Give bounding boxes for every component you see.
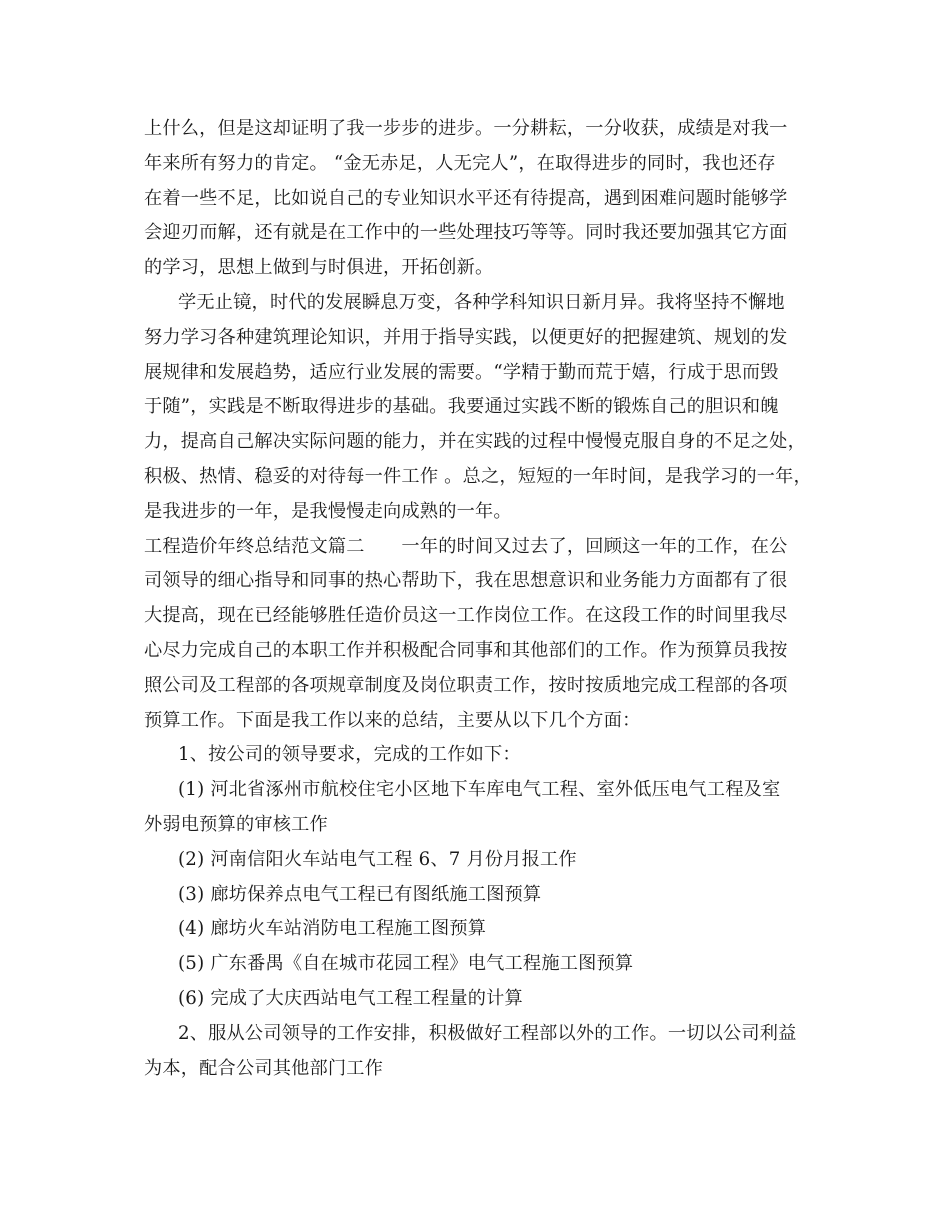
text-line: 努力学习各种建筑理论知识，并用于指导实践，以便更好的把握建筑、规划的发: [144, 326, 788, 348]
list-item-line: (5) 广东番禺《自在城市花园工程》电气工程施工图预算: [178, 953, 634, 975]
text-line: 上什么，但是这却证明了我一步步的进步。一分耕耘，一分收获，成绩是对我一: [144, 118, 788, 139]
text-line: 于随”，实践是不断取得进步的基础。我要通过实践不断的锻炼自己的胆识和魄: [144, 396, 779, 418]
list-item-line: (6) 完成了大庆西站电气工程工程量的计算: [178, 987, 523, 1009]
list-item-line: (4) 廊坊火车站消防电工程施工图预算: [178, 918, 487, 940]
text-line: 的学习，思想上做到与时俱进，开拓创新。: [144, 257, 494, 279]
section-heading-line: 工程造价年终总结范文篇二 一年的时间又过去了，回顾这一年的工作，在公: [144, 535, 788, 557]
paragraph-start-line: 学无止镜，时代的发展瞬息万变，各种学科知识日新月异。我将坚持不懈地: [178, 291, 785, 313]
list-item-line: (1) 河北省涿州市航校住宅小区地下车库电气工程、室外低压电气工程及室: [178, 779, 781, 801]
text-line: 预算工作。下面是我工作以来的总结，主要从以下几个方面：: [144, 709, 641, 731]
list-item-line: (2) 河南信阳火车站电气工程 6、7 月份月报工作: [178, 848, 577, 870]
list-item-line: (3) 廊坊保养点电气工程已有图纸施工图预算: [178, 883, 542, 905]
text-line: 是我进步的一年，是我慢慢走向成熟的一年。: [144, 500, 512, 522]
text-line: 照公司及工程部的各项规章制度及岗位职责工作，按时按质地完成工程部的各项: [144, 674, 788, 696]
text-line: 大提高，现在已经能够胜任造价员这一工作岗位工作。在这段工作的时间里我尽: [144, 605, 788, 627]
text-line: 司领导的细心指导和同事的热心帮助下，我在思想意识和业务能力方面都有了很: [144, 570, 788, 592]
list-heading-line: 2、服从公司领导的工作安排，积极做好工程部以外的工作。一切以公司利益: [178, 1022, 797, 1044]
text-line: 力，提高自己解决实际问题的能力，并在实践的过程中慢慢克服自身的不足之处，: [144, 431, 806, 453]
list-heading-line: 1、按公司的领导要求，完成的工作如下：: [178, 744, 521, 766]
text-line: 年来所有努力的肯定。 “金无赤足，人无完人”，在取得进步的同时，我也还存: [144, 152, 776, 174]
list-item-continuation-line: 外弱电预算的审核工作: [144, 813, 328, 835]
text-line: 展规律和发展趋势，适应行业发展的需要。“学精于勤而荒于嬉，行成于思而毁: [144, 361, 779, 383]
text-line: 会迎刃而解，还有就是在工作中的一些处理技巧等等。同时我还要加强其它方面: [144, 222, 788, 244]
text-line: 心尽力完成自己的本职工作并积极配合同事和其他部们的工作。作为预算员我按: [144, 639, 788, 661]
document-body: [144, 112, 814, 1086]
text-line: 在着一些不足，比如说自己的专业知识水平还有待提高，遇到困难问题时能够学: [144, 187, 788, 209]
text-line: 为本，配合公司其他部门工作: [144, 1057, 384, 1079]
text-line: 积极、热情、稳妥的对待每一件工作 。总之，短短的一年时间，是我学习的一年，: [144, 465, 812, 487]
